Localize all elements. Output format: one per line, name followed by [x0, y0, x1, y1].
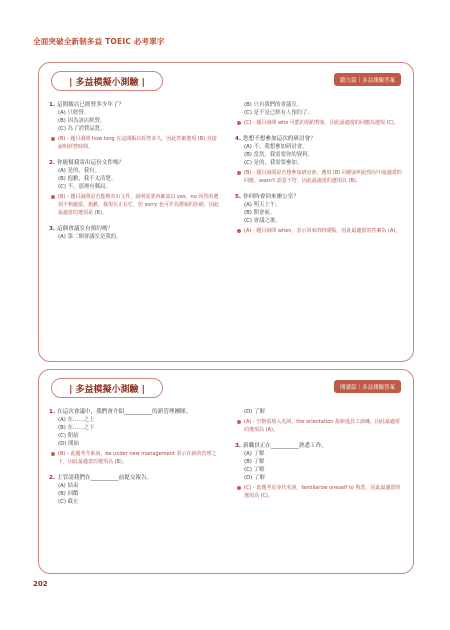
answer-explanation: (C) - 題目詢問 who 可能的預約對象，因此最適當的回應為選項 (C)。: [235, 119, 405, 127]
answer-option: (B) 了解: [244, 459, 265, 465]
answer-explanation: (B) - 此題考介系詞，be under new management 表示在新的管理之下，因此最適當的選項為 (B)。: [49, 450, 219, 466]
answer-option: (D) 開始: [58, 441, 79, 447]
quiz-column-left: [49, 101, 219, 249]
question-item: [235, 193, 405, 235]
answer-option: (B) 因為該店經營。: [58, 118, 106, 124]
question-item: [235, 408, 405, 434]
answer-option: (B) 只有我們的會議室。: [244, 102, 303, 108]
answer-explanation: (A) - 題目詢問 when，表示回來的時間點，因此最適當的答案為 (A)。: [235, 227, 405, 235]
answer-option: (C) 是的，我需要參加。: [244, 160, 303, 166]
panel-title: | 多益模擬小測驗 |: [51, 71, 163, 91]
quiz-column-left: [49, 408, 219, 514]
answer-option: (D) 了解: [244, 409, 265, 415]
answer-option: (B) 當然，我需要你的資料。: [244, 152, 313, 158]
question-item: [49, 225, 219, 241]
quiz-panel-reading: [38, 369, 414, 574]
answer-option: (C) 開始: [58, 433, 79, 439]
page-number: 202: [33, 580, 48, 588]
question-stem: 3. 新職員正在__________熟悉工作。: [235, 443, 327, 449]
answer-explanation: (B) - 題目詢問是否想參加研討會，選項 (B) 回應說明此情況中最適當的回應，wasn't 語意不符，因此最適當的選項為 (B)。: [235, 169, 405, 185]
answer-option: (A) 了解: [244, 451, 265, 457]
answer-option: (B) 回饋: [58, 491, 79, 497]
answer-option: (A) 是的，我有。: [58, 168, 100, 174]
answer-option: (C) 為了消費品質。: [58, 126, 106, 132]
answer-explanation: (C) - 此題考反身代名詞，familiarize oneself to 熟悉，因此最適當的選項為 (C)。: [235, 484, 405, 500]
answer-option: (C) 截止: [58, 499, 79, 505]
question-item: [49, 474, 219, 506]
question-item: [235, 135, 405, 185]
quiz-column-right: [235, 408, 405, 508]
panel-tag: 閱讀篇｜多益測驗答案: [334, 380, 401, 393]
question-stem: 2. 你能幫我寄出這份文件嗎？: [49, 160, 125, 166]
question-stem: 1. 這間飯店已經營多少年了？: [49, 102, 125, 108]
quiz-column-right: [235, 101, 405, 243]
question-stem: 3. 這個會議室有預約嗎？: [49, 226, 113, 232]
answer-option: (A) 第二個會議室是我的。: [58, 234, 122, 240]
panel-title: | 多益模擬小測驗 |: [51, 378, 163, 398]
answer-option: (B) 抱歉，我不太清楚。: [58, 176, 117, 182]
answer-option: (A) 在……之上: [58, 417, 95, 423]
answer-explanation: (B) - 題目詢問是否能夠寄出文件，說明需要再確認以 yes、no 回答的選項不夠適當。抱歉，我現在正在忙，但 sorry 也可作為禮貌的拒絕，因此最適當的選項是 (B)。: [49, 193, 219, 217]
answer-option: (A) 不，我想參加研討會。: [244, 144, 308, 150]
quiz-panel-listening: [38, 62, 414, 362]
answer-option: (C) 是不是已經有人預約了。: [244, 110, 313, 116]
answer-option: (A) 結束: [58, 483, 79, 489]
question-stem: 4. 您想不想參加這次的研討會？: [235, 136, 316, 142]
answer-explanation: (A) - 空格需填入名詞，the orientation 指新進員工訓練，因此最適當的選項為 (A)。: [235, 418, 405, 434]
running-head: 全面突破全新制多益 TOEIC 必考單字: [33, 37, 165, 46]
question-stem: 1. 在這次會議中，我們會介紹__________的新管理團隊。: [49, 409, 192, 415]
answer-option: (B) 開會前。: [244, 210, 276, 216]
question-item: [49, 101, 219, 151]
answer-option: (C) 了解: [244, 467, 265, 473]
answer-option: (B) 在……之下: [58, 425, 95, 431]
answer-option: (A) 明天上午。: [244, 202, 281, 208]
question-item: [235, 442, 405, 500]
question-item: [235, 101, 405, 127]
answer-option: (D) 了解: [244, 475, 265, 481]
answer-explanation: (B) - 題目詢問 how long 在這間飯店經營多久，因此答案選項 (B) 直接說明經營時間。: [49, 135, 219, 151]
answer-option: (C) 不，那裡有郵局。: [58, 184, 111, 190]
panel-tag: 聽力篇｜多益測驗答案: [334, 73, 401, 86]
question-item: [49, 159, 219, 217]
answer-option: (A) 只經營。: [58, 110, 90, 116]
question-stem: 5. 你何時會回來辦公室？: [235, 194, 299, 200]
question-stem: 2. 主管請我們在__________前提交報告。: [49, 475, 153, 481]
answer-option: (C) 會議之後。: [244, 218, 281, 224]
question-item: [49, 408, 219, 466]
